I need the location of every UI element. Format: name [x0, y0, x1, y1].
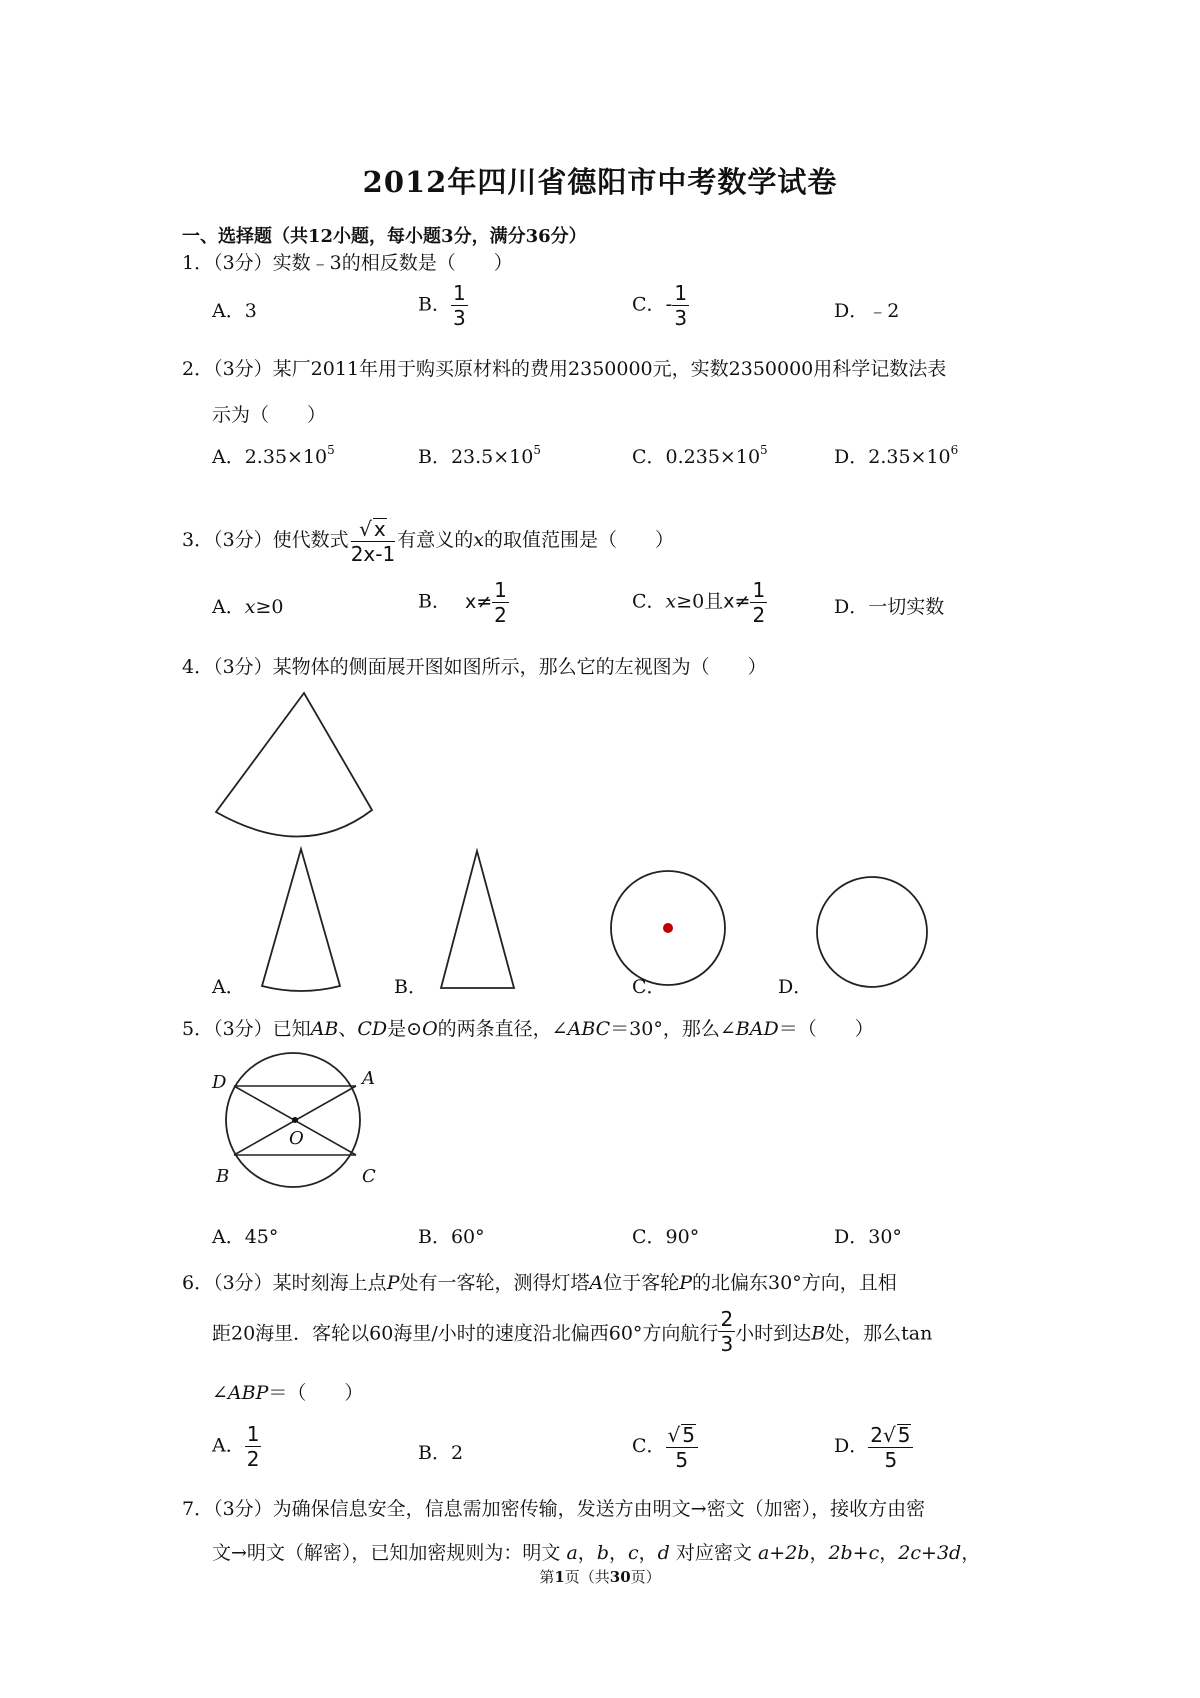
q5-option-d: D．30°: [834, 1226, 902, 1248]
q6-option-d: D． $\frac{2√ 5}{5}$: [834, 1424, 913, 1470]
q3-option-b: B． x≠ $\frac{1}{2}$: [418, 578, 507, 627]
section-header: 一、选择题（共12小题，每小题3分，满分36分）: [182, 226, 587, 247]
q4-option-c: C．: [632, 976, 666, 998]
q4-option-a-figure: [258, 846, 348, 996]
q5-option-b: B．60°: [418, 1226, 485, 1248]
question-2-stem: 2．（3分）某厂2011年用于购买原材料的费用2350000元，实数2350000用科学记数法表: [182, 358, 947, 380]
q6-option-c: C． $\frac{√ 5}{5}$: [632, 1424, 698, 1470]
q4-option-a: A．: [212, 976, 245, 998]
question-3-stem: 3．（3分）使代数式 $\frac{√ x}{2x-1}$ 有意义的x的取值范围是（ ）: [182, 517, 674, 566]
q4-option-b: B．: [394, 976, 427, 998]
page-title: 2012年四川省德阳市中考数学试卷: [362, 165, 838, 199]
q6-option-a: A． $\frac{1}{2}$: [212, 1422, 260, 1471]
q4-option-d: D．: [778, 976, 813, 998]
question-1-stem: 1．（3分）实数﹣3的相反数是（ ）: [182, 252, 513, 274]
question-6-line-2: 距20海里．客轮以60海里/小时的速度沿北偏西60°方向航行 $\frac{2}{3}$ 小时到达B处，那么tan: [212, 1307, 933, 1356]
question-5-stem: 5．（3分）已知AB、CD是⊙O的两条直径，∠ABC＝30°，那么∠BAD＝（ ）: [182, 1018, 874, 1040]
q4-option-d-figure: [814, 874, 930, 990]
q5-label-c: C: [362, 1166, 376, 1187]
q5-option-a: A．45°: [212, 1226, 279, 1248]
q5-label-a: A: [362, 1068, 375, 1089]
q5-label-b: B: [216, 1166, 230, 1187]
q5-label-o: O: [289, 1128, 304, 1149]
q4-sector-figure: [210, 690, 390, 840]
question-6-line-1: 6．（3分）某时刻海上点P处有一客轮，测得灯塔A位于客轮P的北偏东30°方向，且相: [182, 1272, 897, 1294]
q2-option-d: D．$2.35\times 10^6$: [834, 443, 959, 468]
question-2-stem-cont: 示为（ ）: [212, 404, 327, 426]
q2-option-a: A．$2.35\times 10^5$: [212, 443, 335, 468]
q3-expression: $\frac{√ x}{2x-1}$: [350, 517, 396, 566]
question-6-line-3: ∠ABP＝（ ）: [212, 1382, 364, 1404]
q3-option-c: C．x≥0且x≠ $\frac{1}{2}$: [632, 578, 766, 627]
q1-option-d: D．﹣2: [834, 300, 900, 322]
q5-circle-figure: [210, 1052, 380, 1188]
q1-option-c: C．- $\frac{1}{3}$: [632, 281, 688, 330]
q4-option-b-figure: [438, 848, 518, 993]
q2-option-b: B．$23.5\times 10^5$: [418, 443, 542, 468]
page-footer: 第1页（共30页）: [539, 1568, 661, 1586]
question-4-stem: 4．（3分）某物体的侧面展开图如图所示，那么它的左视图为（ ）: [182, 656, 767, 678]
q3-option-d: D．一切实数: [834, 596, 945, 618]
q6-option-b: B．2: [418, 1442, 464, 1464]
q2-option-c: C．$0.235\times 10^5$: [632, 443, 768, 468]
question-7-line-2: 文→明文（解密），已知加密规则为：明文 a，b，c，d 对应密文 a+2b，2b+c，2c+3d，: [212, 1542, 981, 1564]
q4-option-c-figure: [608, 868, 728, 988]
q3-option-a: A．x≥0: [212, 596, 284, 618]
center-dot: [663, 923, 673, 933]
q1-option-a: A．3: [212, 300, 257, 322]
q1-option-b: B． $\frac{1}{3}$: [418, 281, 466, 330]
q5-label-d: D: [212, 1072, 227, 1093]
q5-option-c: C．90°: [632, 1226, 700, 1248]
question-7-line-1: 7．（3分）为确保信息安全，信息需加密传输，发送方由明文→密文（加密），接收方由密: [182, 1498, 926, 1520]
